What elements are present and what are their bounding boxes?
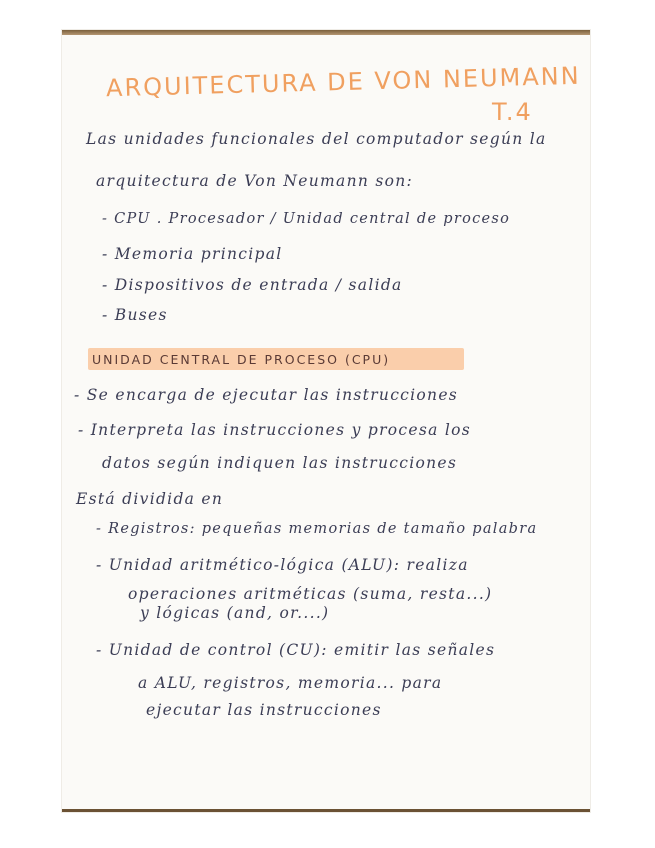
unit-item: - Dispositivos de entrada / salida	[102, 276, 403, 294]
paper-bottom-edge	[62, 809, 590, 812]
division-alu-1: - Unidad aritmético-lógica (ALU): realiza	[96, 556, 469, 574]
topic-number: T.4	[492, 98, 533, 126]
intro-line-2: arquitectura de Von Neumann son:	[96, 172, 414, 190]
division-alu-2: operaciones aritméticas (suma, resta...)	[128, 585, 493, 603]
division-intro: Está dividida en	[76, 490, 224, 508]
unit-item: - Buses	[102, 306, 168, 324]
division-cu-3: ejecutar las instrucciones	[146, 701, 382, 719]
division-cu-1: - Unidad de control (CU): emitir las señales	[96, 641, 496, 659]
section-heading: UNIDAD CENTRAL DE PROCESO (CPU)	[92, 352, 391, 367]
division-alu-3: y lógicas (and, or....)	[140, 604, 330, 622]
cpu-line-3: datos según indiquen las instrucciones	[102, 454, 458, 472]
division-registers: - Registros: pequeñas memorias de tamaño palabra	[96, 521, 538, 537]
cpu-line-2: - Interpreta las instrucciones y procesa los	[78, 421, 472, 439]
cpu-line-1: - Se encarga de ejecutar las instrucciones	[74, 386, 459, 404]
notebook-page	[62, 30, 590, 812]
intro-line-1: Las unidades funcionales del computador según la	[86, 130, 547, 148]
unit-item: - CPU . Procesador / Unidad central de proceso	[102, 211, 511, 227]
page-title: ARQUITECTURA DE VON NEUMANN	[105, 61, 581, 103]
unit-item: - Memoria principal	[102, 245, 283, 263]
division-cu-2: a ALU, registros, memoria... para	[138, 674, 443, 692]
paper-top-edge	[62, 30, 590, 35]
